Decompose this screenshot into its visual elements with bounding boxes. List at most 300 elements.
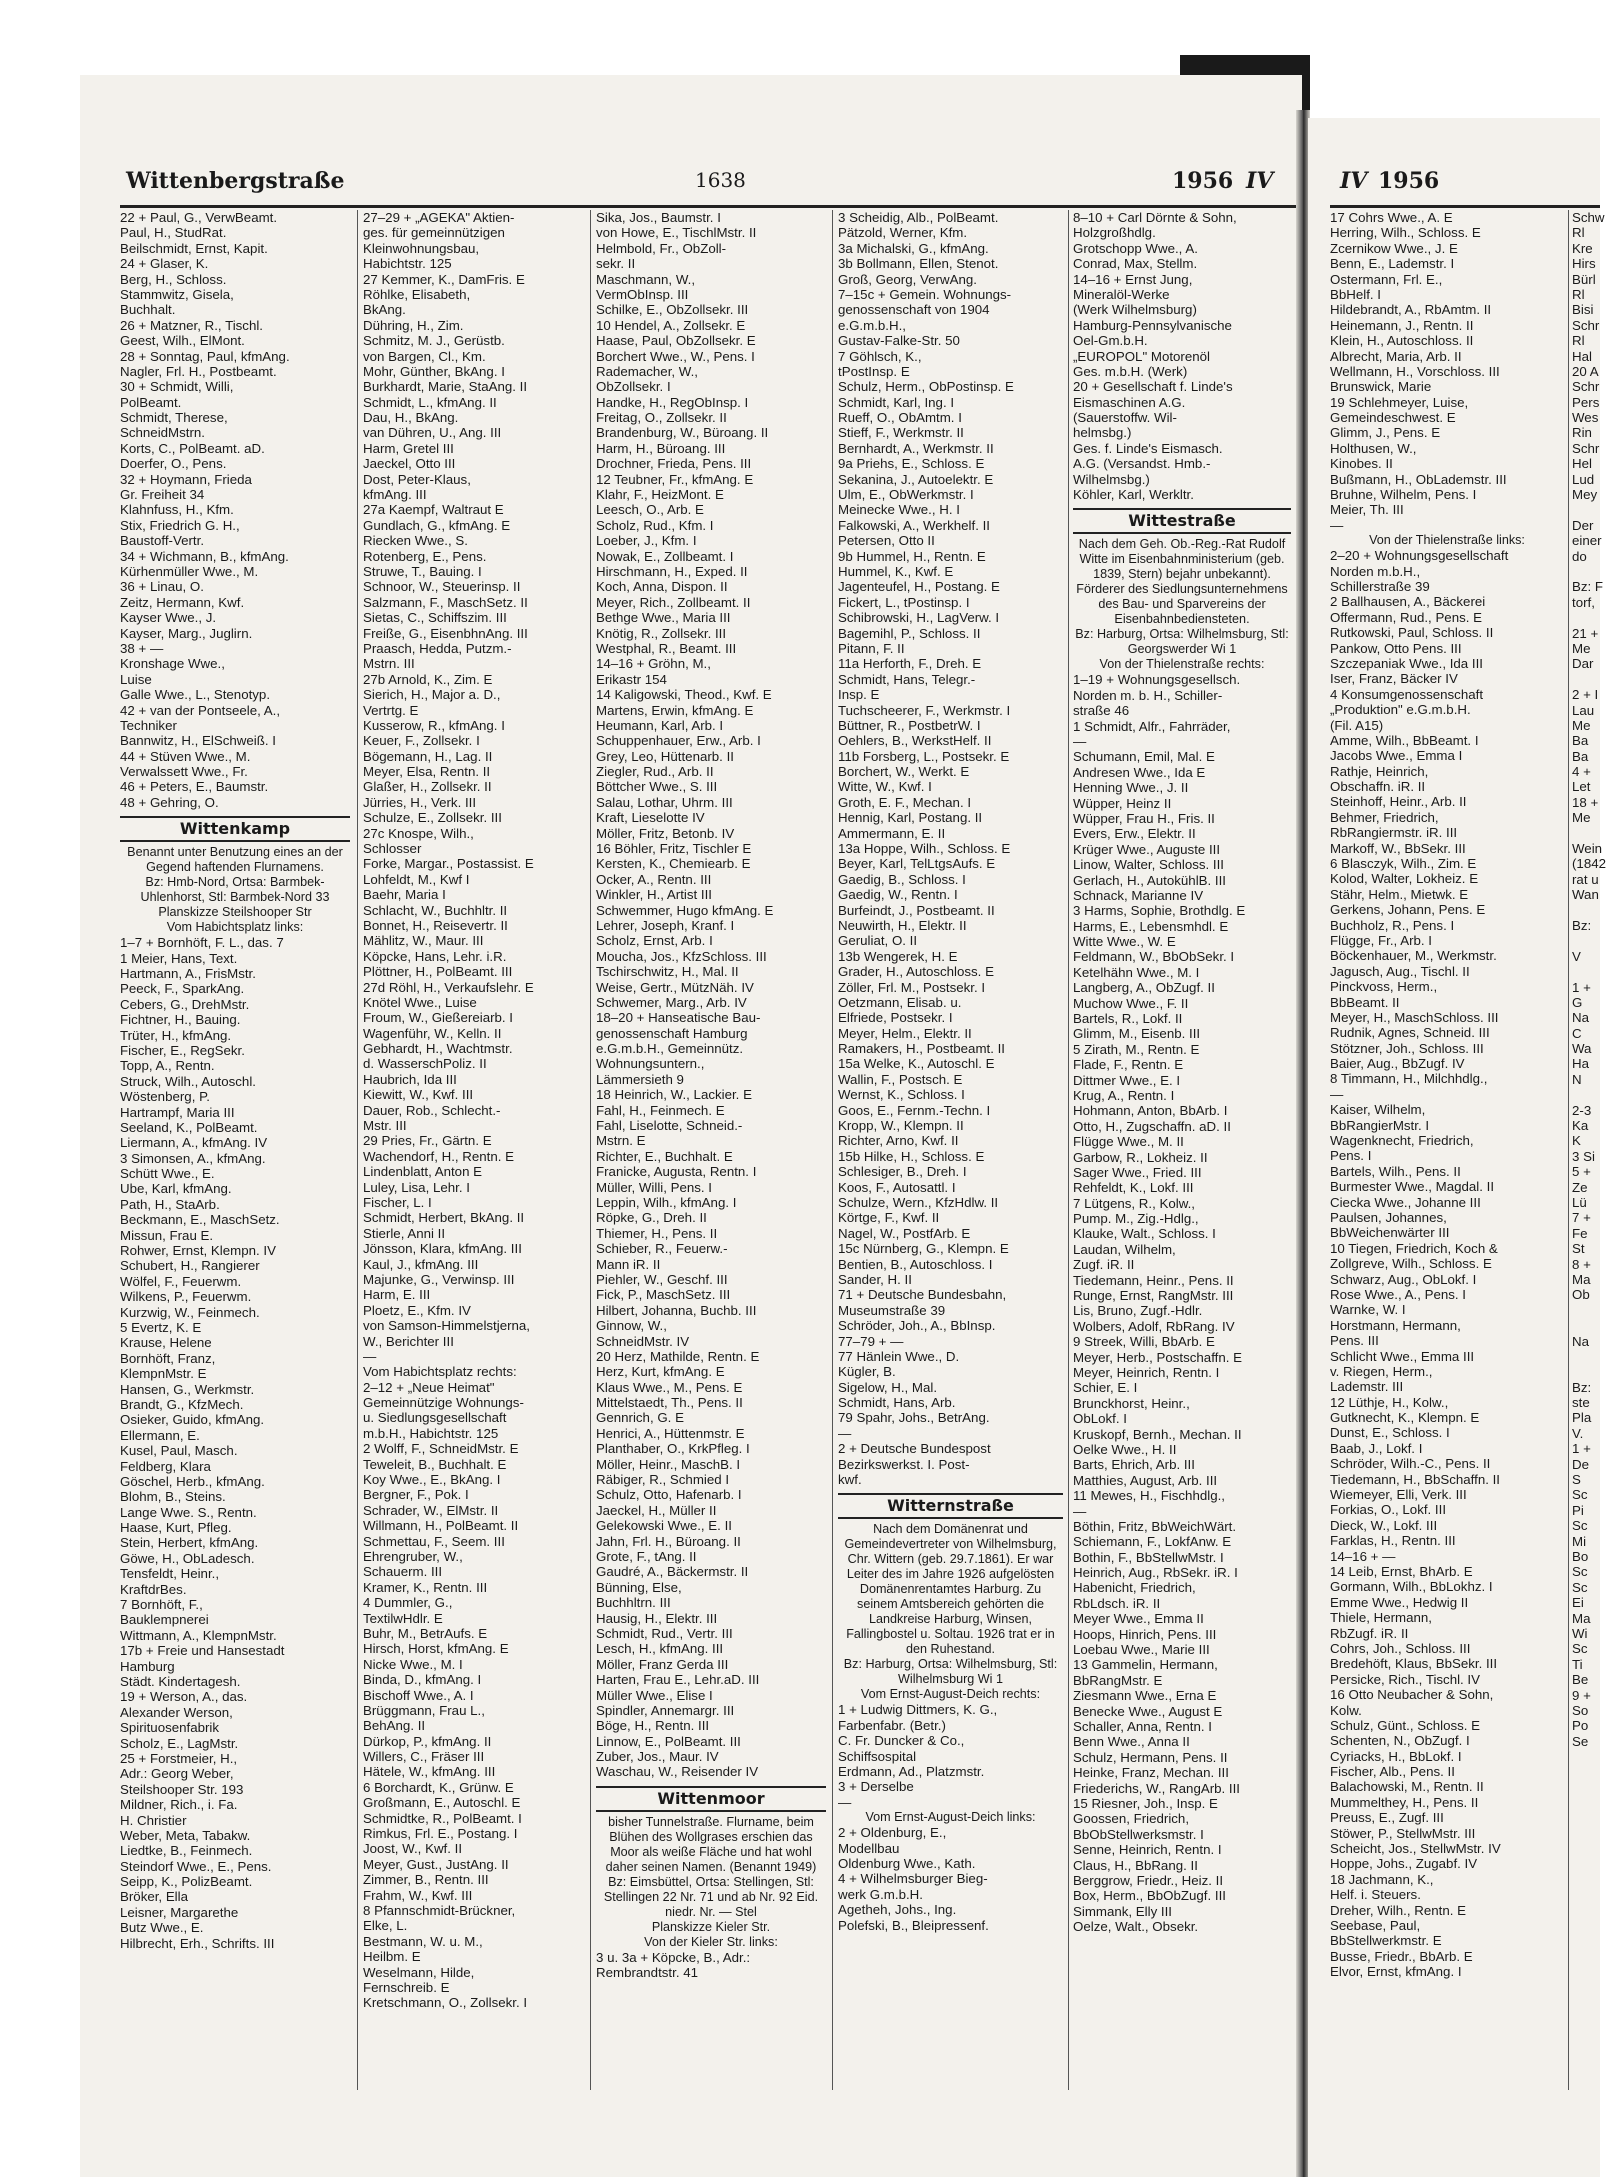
directory-entry: Nagel, W., PostfArb. E [838, 1225, 971, 1241]
directory-entry: Wilhelmsbg.) [1073, 471, 1150, 487]
directory-entry: Heilbm. E [363, 1949, 421, 1965]
directory-entry: Oel-Gm.b.H. [1073, 333, 1148, 349]
directory-entry: 4 Konsumgenossenschaft [1330, 686, 1484, 702]
directory-entry: Schumann, Emil, Mal. E [1073, 749, 1215, 765]
directory-entry: BbObStellwerksmstr. I [1073, 1826, 1204, 1842]
directory-entry: 16 Otto Neubacher & Sohn, [1330, 1687, 1494, 1703]
directory-entry: Ti [1572, 1656, 1583, 1672]
directory-entry: 20 A [1572, 363, 1599, 379]
directory-entry: Ellermann, E. [120, 1427, 200, 1443]
directory-entry: Zeitz, Hermann, Kwf. [120, 594, 245, 610]
directory-entry: Bonnet, H., Reisevertr. II [363, 917, 508, 933]
directory-entry: 5 Zirath, M., Rentn. E [1073, 1041, 1200, 1057]
directory-entry: Senne, Heinrich, Rentn. I [1073, 1842, 1222, 1858]
directory-entry: 18 Jachmann, K., [1330, 1871, 1434, 1887]
directory-entry: 8 Pfannschmidt-Brückner, [363, 1902, 516, 1918]
directory-entry: 14 Leib, Ernst, BhArb. E [1330, 1563, 1473, 1579]
directory-entry: Meinecke Wwe., H. I [838, 502, 960, 518]
street-heading: Witternstraße [838, 1493, 1063, 1519]
directory-entry: Krug, A., Rentn. I [1073, 1087, 1175, 1103]
directory-entry: Szczepaniak Wwe., Ida III [1330, 655, 1483, 671]
directory-entry: Sander, H. II [838, 1271, 912, 1287]
directory-entry: Zuber, Jos., Maur. IV [596, 1749, 719, 1765]
directory-entry: Handke, H., RegObInsp. I [596, 394, 749, 410]
directory-entry: 17 Cohrs Wwe., A. E [1330, 210, 1453, 225]
directory-entry: Berg, H., Schloss. [120, 271, 227, 287]
directory-entry: BbBeamt. II [1330, 994, 1400, 1010]
directory-entry: Let [1572, 779, 1591, 795]
directory-entry: Bo [1572, 1548, 1589, 1564]
directory-entry: BehAng. II [363, 1718, 426, 1734]
directory-entry: — [838, 1794, 852, 1810]
directory-entry: N [1572, 1071, 1582, 1087]
directory-entry: Farklas, H., Rentn. III [1330, 1533, 1456, 1549]
directory-entry: Fahl, H., Feinmech. E [596, 1102, 725, 1118]
directory-entry: Heinke, Franz, Mechan. III [1073, 1765, 1229, 1781]
directory-entry: Cohrs, Joh., Schloss. III [1330, 1640, 1471, 1656]
directory-entry: Me [1572, 717, 1591, 733]
directory-entry: 16 Böhler, Fritz, Tischler E [596, 841, 752, 857]
directory-entry: 9 + [1572, 1687, 1591, 1703]
directory-entry: 18 + [1572, 794, 1599, 810]
directory-entry: — [1330, 517, 1344, 533]
directory-entry: 2-3 [1572, 1102, 1592, 1118]
directory-entry: Pers [1572, 394, 1600, 410]
directory-entry: Dost, Peter-Klaus, [363, 471, 471, 487]
directory-entry: Wiemeyer, Elli, Verk. III [1330, 1487, 1467, 1503]
directory-entry: Herz, Kurt, kfmAng. E [596, 1364, 725, 1380]
directory-entry: 2–20 + Wohnungsgesellschaft [1330, 548, 1509, 564]
directory-entry: 24 + Glaser, K. [120, 256, 209, 272]
directory-entry: Feldberg, Klara [120, 1458, 211, 1474]
directory-entry: Techniker [120, 717, 177, 733]
directory-entry: Preuss, E., Zugf. III [1330, 1810, 1444, 1826]
directory-entry: Bz: [1572, 1379, 1592, 1395]
directory-entry: Fickert, L., tPostinsp. I [838, 594, 970, 610]
directory-entry: 14 Kaligowski, Theod., Kwf. E [596, 687, 772, 703]
directory-entry: 1 + Ludwig Dittmers, K. G., [838, 1702, 998, 1718]
directory-entry: Göschel, Herb., kfmAng. [120, 1473, 265, 1489]
directory-entry: Praasch, Hedda, Putzm.- [363, 640, 512, 656]
directory-entry: Beilschmidt, Ernst, Kapit. [120, 240, 268, 256]
directory-entry: Liedtke, B., Feinmech. [120, 1843, 253, 1859]
directory-entry: Möller, Heinr., MaschB. I [596, 1456, 741, 1472]
directory-entry: SchneidMstr. IV [596, 1333, 690, 1349]
directory-entry: 14–16 + — [1330, 1548, 1396, 1564]
directory-entry: Harm, Gretel III [363, 440, 454, 456]
directory-entry: Rutkowski, Paul, Schloss. II [1330, 625, 1494, 641]
directory-entry: Schröder, Joh., A., BbInsp. [838, 1318, 996, 1334]
directory-entry: Hoops, Hinrich, Pens. III [1073, 1626, 1217, 1642]
directory-entry: torf, [1572, 594, 1595, 610]
directory-entry: Simmank, Elly III [1073, 1903, 1173, 1919]
directory-entry: Po [1572, 1718, 1589, 1734]
directory-entry: Hirsch, Horst, kfmAng. E [363, 1641, 509, 1657]
directory-entry: Ostermann, Frl. E., [1330, 271, 1443, 287]
directory-entry: Buhr, M., BetrAufs. E [363, 1625, 488, 1641]
directory-entry: Kusel, Paul, Masch. [120, 1443, 238, 1459]
directory-entry: 27b Arnold, K., Zim. E [363, 671, 493, 687]
directory-entry: „EUROPOL" Motorenöl [1073, 348, 1210, 364]
directory-entry: 11b Forsberg, L., Postsekr. E [838, 748, 1010, 764]
directory-entry: Binda, D., kfmAng. I [363, 1672, 482, 1688]
directory-entry: 2 + Oldenburg, E., [838, 1825, 947, 1841]
directory-entry: Butz Wwe., E. [120, 1920, 204, 1936]
directory-entry: Richter, Arno, Kwf. II [838, 1133, 959, 1149]
directory-entry: 11a Herforth, F., Dreh. E [838, 656, 982, 672]
directory-entry: Maschmann, W., [596, 271, 696, 287]
directory-entry: Kolod, Walter, Lokheiz. E [1330, 871, 1479, 887]
directory-entry: Se [1572, 1733, 1589, 1749]
directory-entry: Markoff, W., BbSekr. III [1330, 840, 1466, 856]
directory-entry: Bannwitz, H., ElSchweiß. I [120, 733, 276, 749]
directory-entry: Rl [1572, 225, 1585, 241]
directory-entry: 4 Dummler, G., [363, 1595, 453, 1611]
directory-entry: Museumstraße 39 [838, 1302, 946, 1318]
directory-entry: Tuchscheerer, F., Werkmstr. I [838, 702, 1011, 718]
directory-entry: Ulm, E., ObWerkmstr. I [838, 487, 974, 503]
directory-entry: Schlosser [363, 841, 422, 857]
directory-entry: Meyer, Gust., JustAng. II [363, 1856, 509, 1872]
directory-entry: 27 Kemmer, K., DamFris. E [363, 271, 525, 287]
street-note: Vom Ernst-August-Deich rechts: [860, 1687, 1041, 1702]
directory-entry: Stammwitz, Gisela, [120, 286, 234, 302]
directory-entry: 5 Evertz, K. E [120, 1320, 202, 1335]
directory-entry [1572, 564, 1600, 579]
directory-entry: Grader, H., Autoschloss. E [838, 964, 994, 980]
directory-entry: Schubert, H., Rangierer [120, 1258, 260, 1274]
directory-entry: Leesch, O., Arb. E [596, 502, 704, 518]
directory-entry: Elke, L. [363, 1918, 408, 1934]
directory-entry: Spindler, Annemargr. III [596, 1702, 735, 1718]
street-note: Bz: Hmb-Nord, Ortsa: Barmbek-Uhlenhorst, Stl: Barmbek-Nord 33 [140, 875, 330, 905]
directory-entry: Schiemann, F., LokfAnw. E [1073, 1534, 1232, 1550]
directory-entry: Kleinwohnungsbau, [363, 240, 480, 256]
directory-entry: Offermann, Rud., Pens. E [1330, 609, 1483, 625]
directory-entry: 46 + Peters, E., Baumstr. [120, 779, 269, 795]
directory-entry: m.b.H., Habichtstr. 125 [363, 1425, 499, 1441]
column-rule [590, 210, 591, 2090]
directory-entry: Berggrow, Friedr., Heiz. II [1073, 1872, 1224, 1888]
directory-entry: Westphal, R., Beamt. III [596, 640, 737, 656]
directory-entry: Gaedig, W., Rentn. I [838, 887, 958, 903]
directory-entry: Schmidt, Hans, Telegr.- [838, 671, 976, 687]
directory-entry: Sika, Jos., Baumstr. I [596, 210, 721, 225]
directory-entry: Kropp, W., Klempn. II [838, 1118, 964, 1134]
directory-entry: Hamburg [120, 1658, 175, 1674]
directory-entry: Burfeindt, J., Postbeamt. II [838, 902, 995, 918]
directory-entry: Schmidt, Rud., Vertr. III [596, 1625, 733, 1641]
directory-entry: Buchhltrn. III [596, 1595, 671, 1611]
directory-entry: Balachowski, M., Rentn. II [1330, 1779, 1484, 1795]
directory-entry: Agetheh, Johs., Ing. [838, 1902, 957, 1918]
directory-entry: Gelekowski Wwe., E. II [596, 1518, 732, 1534]
directory-entry: Harm, E. III [363, 1287, 431, 1303]
directory-entry: von Howe, E., TischlMstr. II [596, 225, 757, 241]
directory-entry: Bruhne, Wilhelm, Pens. I [1330, 487, 1477, 503]
directory-entry: Schmidtke, R., PolBeamt. I [363, 1810, 522, 1826]
directory-entry: Lau [1572, 702, 1595, 718]
directory-entry: Gemeindeschwest. E [1330, 410, 1456, 426]
directory-entry [1572, 502, 1600, 517]
directory-entry: Seeland, K., PolBeamt. [120, 1119, 258, 1135]
directory-entry: van Dühren, U., Ang. III [363, 425, 502, 441]
directory-entry: Fichtner, H., Bauing. [120, 1012, 241, 1028]
directory-entry: Buchholz, R., Pens. I [1330, 917, 1455, 933]
directory-entry: Linow, Walter, Schloss. III [1073, 857, 1225, 873]
directory-entry: Heumann, Karl, Arb. I [596, 717, 724, 733]
directory-entry: 13b Wengerek, H. E [838, 948, 958, 964]
directory-entry: Ginnow, W., [596, 1318, 667, 1334]
directory-entry: e.G.m.b.H., Gemeinnütz. [596, 1041, 744, 1057]
directory-entry: Böthin, Fritz, BbWeichWärt. [1073, 1518, 1237, 1534]
directory-entry: Frahm, W., Kwf. III [363, 1887, 473, 1903]
directory-entry: Linnow, E., PolBeamt. III [596, 1733, 741, 1749]
directory-entry: u. Siedlungsgesellschaft [363, 1410, 507, 1426]
directory-entry: VermObInsp. III [596, 286, 689, 302]
directory-entry: Adr.: Georg Weber, [120, 1766, 234, 1782]
directory-entry: Paul, H., StudRat. [120, 225, 227, 241]
directory-entry: Laudan, Wilhelm, [1073, 1241, 1176, 1257]
directory-entry: Dittmer Wwe., E. I [1073, 1072, 1181, 1088]
street-note: Planskizze Steilshooper Str [158, 905, 312, 920]
directory-entry: Schwemer, Marg., Arb. IV [596, 994, 747, 1010]
directory-entry: Müller, Willi, Pens. I [596, 1179, 713, 1195]
directory-entry: Müller Wwe., Elise I [596, 1687, 713, 1703]
directory-entry: Bartels, Wilh., Pens. II [1330, 1163, 1461, 1179]
directory-entry: Ei [1572, 1595, 1584, 1611]
directory-entry: Klahr, F., HeizMont. E [596, 487, 724, 503]
directory-entry: Schnoor, W., Steuerinsp. II [363, 579, 521, 595]
directory-entry: Mildner, Rich., i. Fa. [120, 1797, 238, 1813]
directory-entry: Wan [1572, 887, 1599, 903]
directory-entry: Box, Herm., BbObZugf. III [1073, 1888, 1226, 1904]
directory-entry: Benn, E., Lademstr. I [1330, 256, 1455, 272]
directory-entry: Gaudré, A., Bäckermstr. II [596, 1564, 749, 1580]
directory-entry: Tiedemann, Heinr., Pens. II [1073, 1272, 1234, 1288]
directory-entry: e.G.m.b.H., [838, 317, 906, 333]
directory-entry [1572, 1087, 1600, 1102]
directory-entry: Kaiser, Wilhelm, [1330, 1102, 1426, 1118]
directory-entry: Nicke Wwe., M. I [363, 1656, 463, 1672]
directory-entry: Beyer, Karl, TelLtgsAufs. E [838, 856, 996, 872]
directory-entry: Meyer, Herb., Postschaffn. E [1073, 1349, 1242, 1365]
directory-entry: Leppin, Wilh., kfmAng. I [596, 1195, 737, 1210]
directory-entry: Röhlke, Elisabeth, [363, 286, 471, 302]
directory-entry: Jaeckel, Otto III [363, 456, 456, 472]
directory-entry: Hennig, Karl, Postang. II [838, 810, 983, 826]
directory-entry: Wöstenberg, P. [120, 1089, 210, 1105]
directory-entry: 22 + Paul, G., VerwBeamt. [120, 210, 278, 225]
directory-entry: 10 Hendel, A., Zollsekr. E [596, 317, 746, 333]
directory-entry: Wernst, K., Schloss. I [838, 1087, 965, 1103]
directory-entry: Rueff, O., ObAmtm. I [838, 410, 962, 426]
directory-entry: 13 Gammelin, Hermann, [1073, 1657, 1218, 1673]
directory-entry: ste [1572, 1395, 1590, 1411]
directory-entry: Insp. E [838, 687, 880, 703]
directory-entry: Glimm, J., Pens. E [1330, 425, 1441, 441]
directory-entry: Bergner, F., Pok. I [363, 1487, 469, 1503]
directory-entry: Lis, Bruno, Zugf.-Hdlr. [1073, 1303, 1203, 1319]
directory-entry: Klaus Wwe., M., Pens. E [596, 1379, 743, 1395]
directory-entry: Oelke Wwe., H. II [1073, 1441, 1177, 1457]
directory-entry: Hartmann, A., FrisMstr. [120, 966, 256, 982]
directory-entry: Sc [1572, 1579, 1588, 1595]
directory-entry: 42 + van der Pontseele, A., [120, 702, 281, 718]
directory-entry: Flügge Wwe., M. II [1073, 1134, 1184, 1150]
directory-entry: — [1330, 1086, 1344, 1102]
directory-entry: Persicke, Rich., Tischl. IV [1330, 1671, 1480, 1687]
directory-entry: Bredehöft, Klaus, BbSekr. III [1330, 1656, 1498, 1672]
directory-entry: Spirituosenfabrik [120, 1720, 220, 1736]
directory-entry: Mstr. III [363, 1118, 407, 1134]
directory-entry: Schulze, Wern., KfzHdlw. II [838, 1195, 999, 1210]
directory-entry: 3 Scheidig, Alb., PolBeamt. [838, 210, 999, 225]
directory-entry: Helmbold, Fr., ObZoll- [596, 240, 727, 256]
directory-entry: Schrader, W., ElMstr. II [363, 1502, 499, 1518]
directory-entry: Schmidt, Therese, [120, 410, 228, 426]
directory-entry: Pla [1572, 1410, 1592, 1426]
directory-entry: Ehrengruber, W., [363, 1548, 463, 1564]
directory-entry: Riecken Wwe., S. [363, 533, 468, 549]
directory-entry: Schr [1572, 379, 1600, 395]
directory-entry: 4 + Wilhelmsburger Bieg- [838, 1871, 988, 1887]
year-right: 1956 [1378, 168, 1440, 194]
directory-entry: 1 Meier, Hans, Text. [120, 950, 238, 966]
directory-entry: Brunswick, Marie [1330, 379, 1432, 395]
directory-entry: Jacobs Wwe., Emma I [1330, 748, 1463, 764]
directory-entry: Ob [1572, 1287, 1590, 1303]
directory-entry: Schwemmer, Hugo kfmAng. E [596, 902, 774, 918]
directory-entry: 8 Timmann, H., Milchhdlg., [1330, 1071, 1488, 1087]
directory-entry: Zollgreve, Wilh., Schloss. E [1330, 1256, 1492, 1272]
directory-entry: Fischer, E., RegSekr. [120, 1042, 245, 1058]
directory-entry: Struck, Wilh., Autoschl. [120, 1073, 256, 1089]
directory-entry: 1 + [1572, 1441, 1591, 1457]
directory-entry: Jagusch, Aug., Tischl. II [1330, 963, 1470, 979]
directory-entry: 27d Röhl, H., Verkaufslehr. E [363, 979, 534, 995]
directory-entry: Luley, Lisa, Lehr. I [363, 1179, 470, 1195]
directory-entry: 8 + [1572, 1256, 1591, 1272]
directory-entry: Goossen, Friedrich, [1073, 1811, 1190, 1827]
directory-entry: BbHelf. I [1330, 286, 1381, 302]
directory-entry: Dauer, Rob., Schlecht.- [363, 1102, 501, 1118]
directory-entry: Pitann, F. II [838, 640, 905, 656]
directory-entry: 15b Hilke, H., Schloss. E [838, 1148, 985, 1164]
directory-entry: Kayser, Marg., Juglirn. [120, 625, 253, 641]
directory-entry: Habichtstr. 125 [363, 256, 452, 272]
directory-entry: Köpcke, Hans, Lehr. i.R. [363, 948, 507, 964]
directory-entry: Lämmersieth 9 [596, 1071, 684, 1087]
directory-entry: 1 Schmidt, Alfr., Fahrräder, [1073, 718, 1231, 734]
directory-entry: Blohm, B., Steins. [120, 1489, 226, 1505]
directory-entry: 27a Kaempf, Waltraut E [363, 502, 504, 518]
directory-entry: Hirschmann, H., Exped. II [596, 563, 748, 579]
directory-entry: Wein [1572, 841, 1603, 857]
directory-entry: Benn Wwe., Anna II [1073, 1734, 1190, 1750]
directory-entry: Doerfer, O., Pens. [120, 456, 227, 472]
directory-entry: Harten, Frau E., Lehr.aD. III [596, 1672, 760, 1688]
directory-entry: Hildebrandt, A., RbAmtm. II [1330, 302, 1492, 318]
directory-entry: 8–10 + Carl Dörnte & Sohn, [1073, 210, 1237, 225]
directory-entry: Kügler, B. [838, 1364, 896, 1380]
directory-entry: 2 Wolff, F., SchneidMstr. E [363, 1441, 519, 1457]
directory-entry: Habenicht, Friedrich, [1073, 1580, 1196, 1596]
directory-entry: Claus, H., BbRang. II [1073, 1857, 1198, 1873]
directory-entry: Fe [1572, 1225, 1588, 1241]
directory-entry: (1842 [1572, 856, 1606, 872]
directory-entry: Bothin, F., BbStellwMstr. I [1073, 1549, 1224, 1565]
directory-entry: 11 Mewes, H., Fischhdlg., [1073, 1488, 1225, 1504]
directory-entry: Path, H., StaArb. [120, 1196, 220, 1212]
directory-entry: 21 + [1572, 625, 1599, 641]
directory-entry: G [1572, 994, 1583, 1010]
directory-entry: — [363, 1348, 377, 1364]
directory-entry: RbRangiermstr. iR. III [1330, 825, 1458, 841]
street-note: Von der Kieler Str. links: [644, 1934, 778, 1949]
directory-entry: Me [1572, 640, 1591, 656]
directory-entry: Witte, W., Kwf. I [838, 779, 932, 795]
directory-entry: Teweleit, B., Buchhalt. E [363, 1456, 507, 1472]
directory-entry: Lademstr. III [1330, 1379, 1404, 1395]
directory-entry: Rohwer, Ernst, Klempn. IV [120, 1243, 276, 1259]
directory-entry: Rudnik, Agnes, Schneid. III [1330, 1025, 1490, 1041]
directory-entry: — [838, 1425, 852, 1441]
directory-entry: Mittelstaedt, Th., Pens. II [596, 1395, 743, 1411]
directory-entry: 28 + Sonntag, Paul, kfmAng. [120, 348, 290, 364]
directory-entry: Rehfeldt, K., Lokf. III [1073, 1180, 1194, 1196]
directory-entry: S [1572, 1472, 1581, 1488]
directory-entry: Willmann, H., PolBeamt. II [363, 1518, 519, 1534]
directory-entry: Winkler, H., Artist III [596, 887, 712, 903]
street-note: Von der Thielenstraße rechts: [1099, 657, 1265, 672]
directory-entry: Mi [1572, 1533, 1587, 1549]
directory-entry: Lü [1572, 1195, 1587, 1210]
directory-entry: BbWeichenwärter III [1330, 1225, 1450, 1241]
directory-entry: Schmidt, Hans, Arb. [838, 1395, 956, 1411]
directory-entry: Jönsson, Klara, kfmAng. III [363, 1241, 522, 1257]
directory-entry: Matthies, August, Arb. III [1073, 1472, 1218, 1488]
directory-entry [1572, 1318, 1600, 1333]
directory-entry: Wagenknecht, Friedrich, [1330, 1133, 1474, 1149]
directory-entry: Rimkus, Frl. E., Postang. I [363, 1826, 518, 1842]
directory-entry: Grey, Leo, Hüttenarb. II [596, 748, 734, 764]
running-head-street: Wittenbergstraße [126, 168, 345, 194]
directory-entry: K [1572, 1133, 1581, 1149]
directory-entry: Gustav-Falke-Str. 50 [838, 333, 960, 349]
directory-entry: Lesch, H., kfmAng. III [596, 1641, 724, 1657]
directory-entry: 1–7 + Bornhöft, F. L., das. 7 [120, 935, 284, 951]
directory-entry: Schmidt, Karl, Ing. I [838, 394, 955, 410]
directory-entry: Flügge, Fr., Arb. I [1330, 932, 1432, 948]
directory-entry: 9a Priehs, E., Schloss. E [838, 456, 985, 472]
directory-entry: Schiffsospital [838, 1748, 917, 1764]
directory-entry: RbLdsch. iR. II [1073, 1595, 1161, 1611]
directory-entry: 7 Lütgens, R., Kolw., [1073, 1195, 1195, 1211]
directory-entry: 44 + Stüven Wwe., M. [120, 748, 251, 764]
directory-entry: Meier, Th. III [1330, 502, 1404, 518]
directory-entry: 12 Teubner, Fr., kfmAng. E [596, 471, 754, 487]
directory-entry: Stötzner, Joh., Schloss. III [1330, 1040, 1484, 1056]
directory-entry: Na [1572, 1010, 1589, 1026]
directory-entry: Fick, P., MaschSetz. III [596, 1287, 731, 1303]
directory-entry: Ges. f. Linde's Eismasch. [1073, 440, 1223, 456]
directory-entry: Helf. i. Steuers. [1330, 1887, 1421, 1903]
directory-entry: Me [1572, 810, 1591, 826]
directory-entry: Otto, H., Zugschaffn. aD. II [1073, 1118, 1231, 1134]
directory-entry: Meyer Wwe., Emma II [1073, 1611, 1204, 1627]
directory-entry: Krause, Helene [120, 1335, 212, 1351]
